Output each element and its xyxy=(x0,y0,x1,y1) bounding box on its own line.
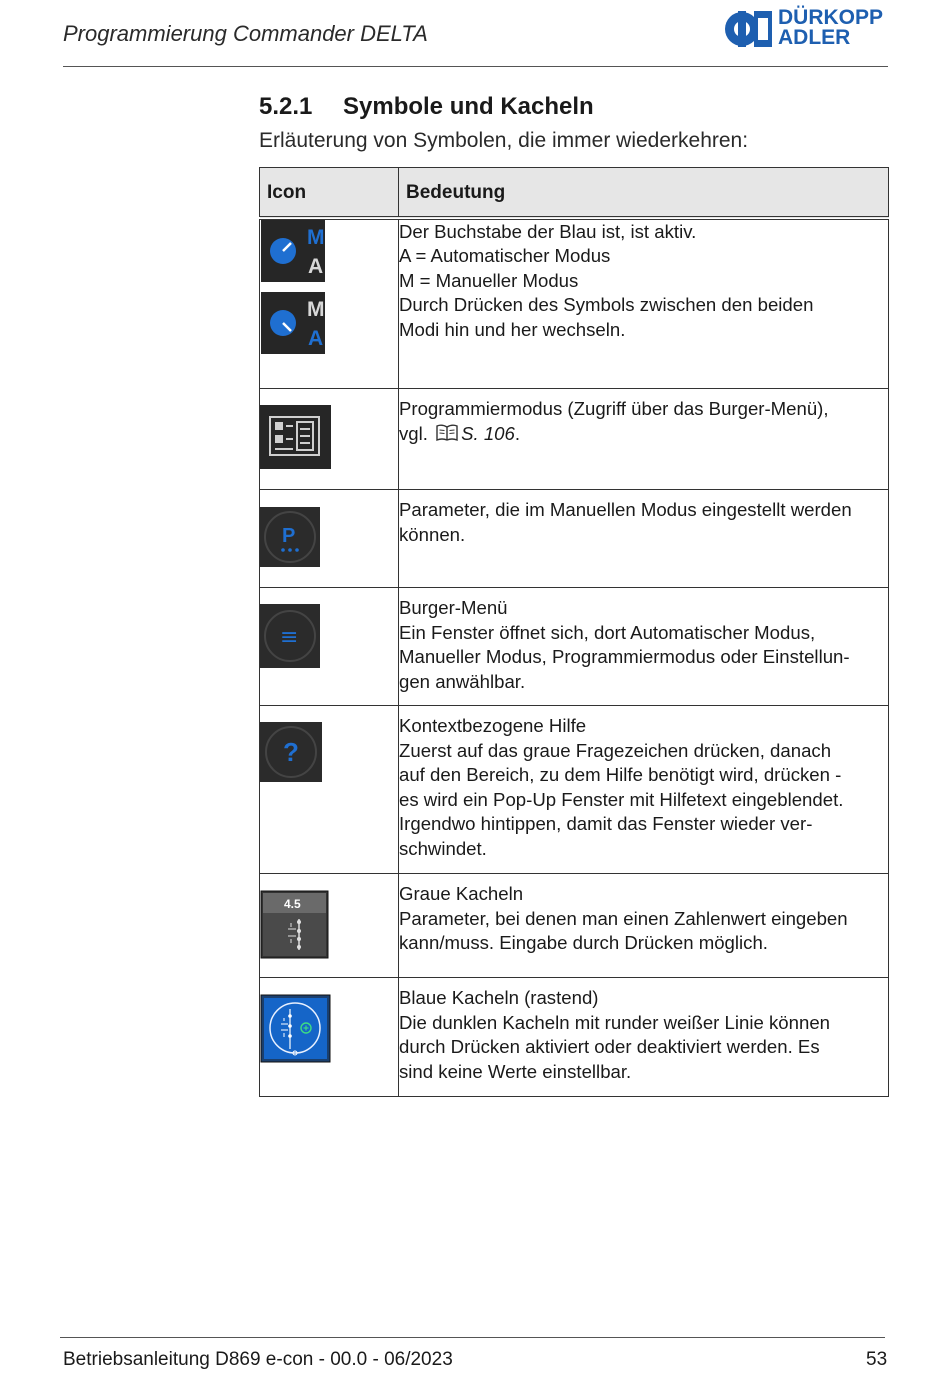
question-mark-glyph: ? xyxy=(283,737,299,767)
tile-value: 4.5 xyxy=(284,897,301,911)
icon-cell xyxy=(260,490,399,588)
description-cell xyxy=(399,389,889,490)
table-row xyxy=(260,978,889,1097)
description-cell xyxy=(399,218,889,389)
column-header-meaning: Bedeutung xyxy=(399,168,889,218)
section-title: Symbole und Kacheln xyxy=(343,93,594,120)
description-line: M = Manueller Modus xyxy=(399,269,579,291)
running-header-title: Programmierung Commander DELTA xyxy=(63,21,428,46)
burger-menu-icon xyxy=(260,604,322,670)
table-row xyxy=(260,588,889,706)
footer-document-info: Betriebsanleitung D869 e-con - 00.0 - 06/2023 xyxy=(63,1349,453,1370)
parameter-icon xyxy=(260,507,322,569)
description-line: sind keine Werte einstellbar. xyxy=(399,1060,632,1082)
description-line: Parameter, bei denen man einen Zahlenwert eingeben xyxy=(399,907,848,929)
help-icon xyxy=(260,722,324,784)
table-row xyxy=(260,706,889,874)
description-line: durch Drücken aktiviert oder deaktiviert werden. Es xyxy=(399,1036,820,1058)
parameter-letter: P xyxy=(282,525,296,547)
description-line: kann/muss. Eingabe durch Drücken möglich. xyxy=(399,932,768,954)
icon-cell xyxy=(260,218,399,389)
table-row xyxy=(260,490,889,588)
description-line: schwindet. xyxy=(399,837,487,859)
footer-divider xyxy=(60,1337,885,1338)
mode-letter-m-inactive: M xyxy=(307,297,325,321)
reference-suffix: . xyxy=(514,422,521,444)
reference-prefix: vgl. xyxy=(399,422,428,444)
description-line: auf den Bereich, zu dem Hilfe benötigt wird, drücken - xyxy=(399,764,842,786)
section-intro: Erläuterung von Symbolen, die immer wiederkehren: xyxy=(259,129,749,152)
symbols-table xyxy=(259,167,889,1097)
description-cell xyxy=(399,706,889,874)
description-line: Burger-Menü xyxy=(399,597,508,618)
description-line: Durch Drücken des Symbols zwischen den beiden xyxy=(399,294,814,316)
burger-glyph: ≡ xyxy=(280,625,299,650)
description-line: Die dunklen Kacheln mit runder weißer Linie können xyxy=(399,1011,830,1033)
description-line: Manueller Modus, Programmiermodus oder Einstellun- xyxy=(399,646,850,668)
description-line: Parameter, die im Manuellen Modus eingestellt werden xyxy=(399,499,852,520)
description-cell xyxy=(399,874,889,978)
duerkopp-adler-logo-icon xyxy=(724,8,774,50)
logo-text-line1: DÜRKOPP xyxy=(778,6,884,29)
icon-cell xyxy=(260,389,399,490)
page-reference-link[interactable]: S. 106 xyxy=(461,422,515,444)
description-line: können. xyxy=(399,523,466,545)
page-number: 53 xyxy=(866,1349,888,1370)
description-line: Blaue Kacheln (rastend) xyxy=(399,987,599,1008)
description-line: Irgendwo hintippen, damit das Fenster wieder ver- xyxy=(399,813,813,835)
book-reference-icon xyxy=(436,424,458,442)
description-line: Der Buchstabe der Blau ist, ist aktiv. xyxy=(399,220,697,242)
program-mode-icon xyxy=(260,405,332,471)
brand-logo xyxy=(724,8,894,50)
icon-cell xyxy=(260,588,399,706)
header-divider xyxy=(63,66,888,67)
grey-tile-icon xyxy=(260,890,330,960)
mode-letter-m-active: M xyxy=(307,225,325,249)
description-line: Zuerst auf das graue Fragezeichen drücken, danach xyxy=(399,739,832,761)
mode-letter-a-inactive: A xyxy=(308,254,324,278)
table-row xyxy=(260,218,889,389)
section-number: 5.2.1 xyxy=(259,93,313,120)
description-line: Programmiermodus (Zugriff über das Burger-Menü), xyxy=(399,398,829,419)
description-line: Modi hin und her wechseln. xyxy=(399,318,626,340)
icon-cell xyxy=(260,978,399,1097)
mode-letter-a-active: A xyxy=(308,326,324,350)
description-line: Kontextbezogene Hilfe xyxy=(399,715,587,736)
description-line: Ein Fenster öffnet sich, dort Automatischer Modus, xyxy=(399,621,816,643)
table-row xyxy=(260,874,889,978)
blue-tile-icon xyxy=(260,994,332,1064)
description-line: es wird ein Pop-Up Fenster mit Hilfetext eingeblendet. xyxy=(399,788,844,810)
column-header-icon: Icon xyxy=(260,168,399,218)
description-line: A = Automatischer Modus xyxy=(399,245,611,267)
description-line: gen anwählbar. xyxy=(399,670,526,692)
description-reference-line xyxy=(399,422,888,447)
icon-cell xyxy=(260,706,399,874)
description-cell xyxy=(399,490,889,588)
description-cell xyxy=(399,978,889,1097)
description-cell xyxy=(399,588,889,706)
mode-toggle-icon xyxy=(260,220,330,358)
description-line: Graue Kacheln xyxy=(399,883,524,904)
table-row xyxy=(260,389,889,490)
logo-text-line2: ADLER xyxy=(778,26,851,49)
table-header-row xyxy=(260,168,889,218)
icon-cell xyxy=(260,874,399,978)
